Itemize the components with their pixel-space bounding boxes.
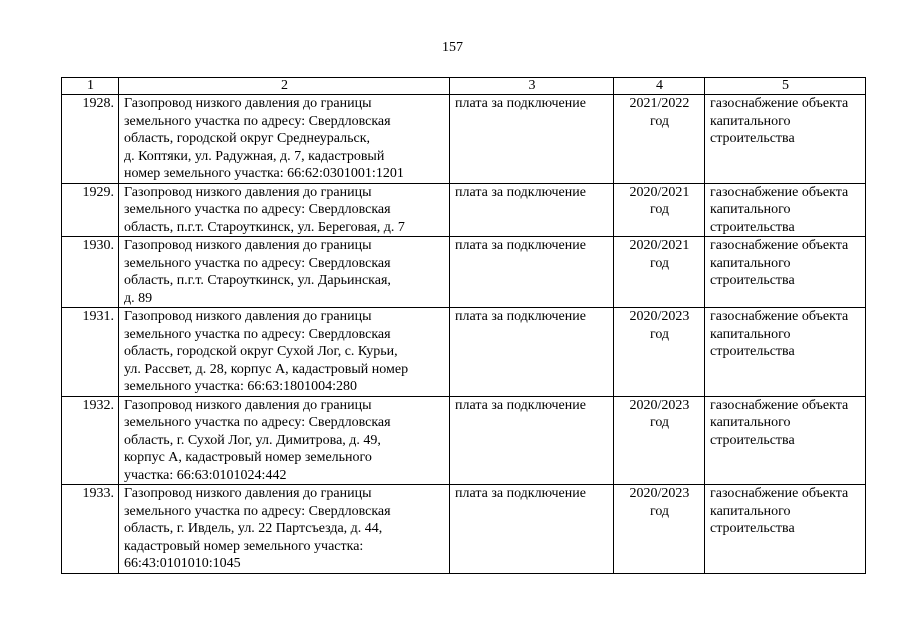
object-description: Газопровод низкого давления до границы земельного участка по адресу: Свердловская область, г. Сухой Лог, ул. Димитрова, д. 49, корпус А, кадастровый номер земельного участка: 66:63:0101024:442 xyxy=(119,396,450,485)
implementation-period: 2021/2022 год xyxy=(614,95,705,184)
purpose: газоснабжение объекта капитального строительства xyxy=(705,396,866,485)
object-description: Газопровод низкого давления до границы земельного участка по адресу: Свердловская область, п.г.т. Староуткинск, ул. Дарьинская, д. 89 xyxy=(119,237,450,308)
column-header-4: 4 xyxy=(614,78,705,95)
row-number: 1928. xyxy=(62,95,119,184)
table-row xyxy=(62,308,866,397)
purpose: газоснабжение объекта капитального строительства xyxy=(705,237,866,308)
object-description: Газопровод низкого давления до границы земельного участка по адресу: Свердловская область, п.г.т. Староуткинск, ул. Береговая, д. 7 xyxy=(119,183,450,237)
implementation-period: 2020/2021 год xyxy=(614,237,705,308)
object-description: Газопровод низкого давления до границы земельного участка по адресу: Свердловская область, г. Ивдель, ул. 22 Партсъезда, д. 44, кадастровый номер земельного участка: 66:43:0101010:1045 xyxy=(119,485,450,574)
table-row xyxy=(62,396,866,485)
column-header-2: 2 xyxy=(119,78,450,95)
page-number: 157 xyxy=(442,40,463,55)
object-description: Газопровод низкого давления до границы земельного участка по адресу: Свердловская область, городской округ Среднеуральск, д. Коптяки, ул. Радужная, д. 7, кадастровый номер земельного участка: 66:62:0301001:1201 xyxy=(119,95,450,184)
purpose: газоснабжение объекта капитального строительства xyxy=(705,183,866,237)
table-row xyxy=(62,237,866,308)
implementation-period: 2020/2021 год xyxy=(614,183,705,237)
table-header-row xyxy=(62,78,866,95)
funding-source: плата за подключение xyxy=(450,485,614,574)
purpose: газоснабжение объекта капитального строительства xyxy=(705,308,866,397)
implementation-period: 2020/2023 год xyxy=(614,308,705,397)
row-number: 1933. xyxy=(62,485,119,574)
column-header-1: 1 xyxy=(62,78,119,95)
implementation-period: 2020/2023 год xyxy=(614,396,705,485)
funding-source: плата за подключение xyxy=(450,396,614,485)
row-number: 1929. xyxy=(62,183,119,237)
funding-source: плата за подключение xyxy=(450,95,614,184)
table-row xyxy=(62,95,866,184)
row-number: 1931. xyxy=(62,308,119,397)
table-row xyxy=(62,485,866,574)
table-row xyxy=(62,183,866,237)
object-description: Газопровод низкого давления до границы земельного участка по адресу: Свердловская область, городской округ Сухой Лог, с. Курьи, ул. Рассвет, д. 28, корпус А, кадастровый номер земельного участка: 66:63:1801004:280 xyxy=(119,308,450,397)
funding-source: плата за подключение xyxy=(450,183,614,237)
row-number: 1932. xyxy=(62,396,119,485)
funding-source: плата за подключение xyxy=(450,237,614,308)
funding-source: плата за подключение xyxy=(450,308,614,397)
registry-table xyxy=(61,77,866,574)
column-header-5: 5 xyxy=(705,78,866,95)
purpose: газоснабжение объекта капитального строительства xyxy=(705,485,866,574)
purpose: газоснабжение объекта капитального строительства xyxy=(705,95,866,184)
implementation-period: 2020/2023 год xyxy=(614,485,705,574)
row-number: 1930. xyxy=(62,237,119,308)
column-header-3: 3 xyxy=(450,78,614,95)
